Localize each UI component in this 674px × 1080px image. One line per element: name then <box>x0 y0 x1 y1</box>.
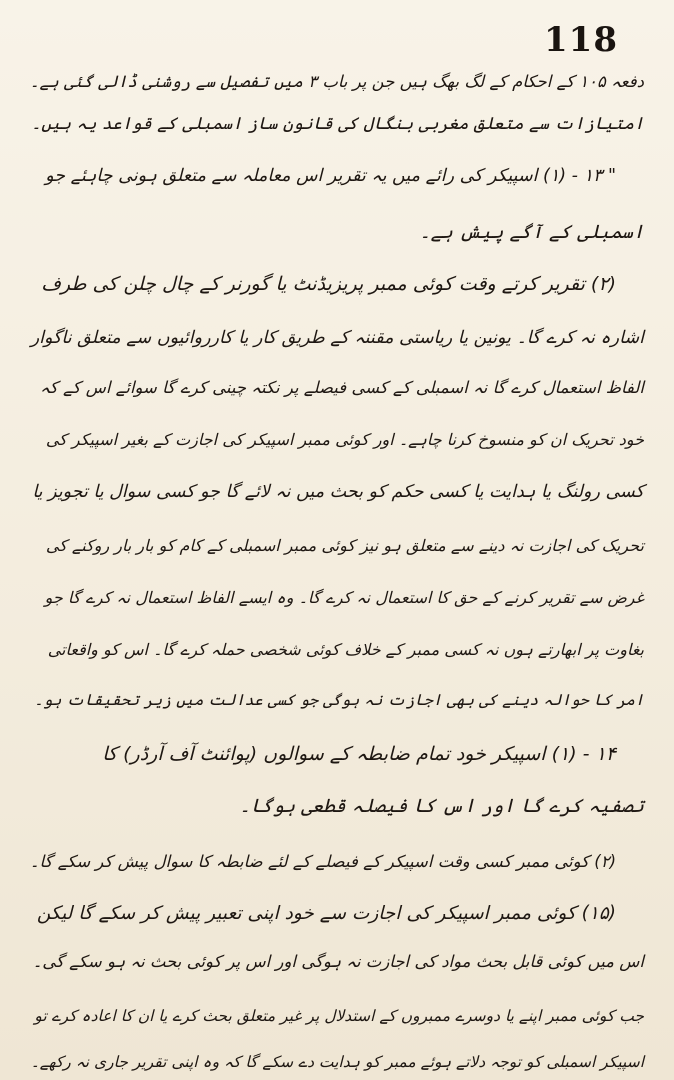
page-number: 118 <box>544 20 618 60</box>
text-line: اسمبلی کے آگے پیش ہے۔ <box>419 221 644 243</box>
text-line: جب کوئی ممبر اپنے یا دوسرے ممبروں کے استدلال پر غیر متعلق بحث کرے یا ان کا اعادہ کرے تو <box>34 1007 644 1025</box>
text-line: بغاوت پر ابھارتے ہوں نہ کسی ممبر کے خلاف کوئی شخصی حملہ کرے گا۔ اس کو واقعاتی <box>47 640 644 659</box>
text-line: امر کا حوالہ دینے کی بھی اجازت نہ ہوگی جو کسی عدالت میں زیر تحقیقات ہو۔ <box>34 691 644 709</box>
text-line: (۱۵) کوئی ممبر اسپیکر کی اجازت سے خود اپنی تعبیر پیش کر سکے گا لیکن <box>36 903 616 924</box>
text-line: (۲) کوئی ممبر کسی وقت اسپیکر کے فیصلے کے لئے ضابطہ کا سوال پیش کر سکے گا۔ <box>29 852 616 871</box>
text-line: " ۱۳ - (۱) اسپیکر کی رائے میں یہ تقریر اس معاملہ سے متعلق ہونی چاہئے جو <box>45 166 616 186</box>
text-line: اشارہ نہ کرے گا۔ یونین یا ریاستی مقننہ کے طریق کار یا کارروائیوں سے متعلق ناگوار <box>30 328 644 348</box>
text-line: کسی رولنگ یا ہدایت یا کسی حکم کو بحث میں نہ لائے گا جو کسی سوال یا تجویز یا <box>32 482 644 502</box>
text-line: تحریک کی اجازت نہ دینے سے متعلق ہو نیز کوئی ممبر اسمبلی کے کام کو بار بار روکنے کی <box>45 536 644 555</box>
text-line: تصفیہ کرے گا اور اس کا فیصلہ قطعی ہوگا۔ <box>239 795 644 817</box>
text-line: (۲) تقریر کرتے وقت کوئی ممبر پریزیڈنٹ یا گورنر کے چال چلن کی طرف <box>41 273 616 295</box>
text-line: ۱۴ - (۱) اسپیکر خود تمام ضابطہ کے سوالوں (پوائنٹ آف آرڈر) کا <box>102 743 616 765</box>
text-line: دفعہ ۱۰۵ کے احکام کے لگ بھگ ہیں جن پر باب ۳ میں تفصیل سے روشنی ڈالی گئی ہے۔ <box>29 72 644 91</box>
text-line: اس میں کوئی قابل بحث مواد کی اجازت نہ ہوگی اور اس پر کوئی بحث نہ ہو سکے گی۔ <box>32 952 644 971</box>
text-line: الفاظ استعمال کرے گا نہ اسمبلی کے کسی فیصلے پر نکتہ چینی کرے گا سوائے اس کے کہ <box>40 378 644 397</box>
text-line: امتیازات سے متعلق مغربی بنگال کی قانون ساز اسمبلی کے قواعد یہ ہیں۔ <box>31 114 644 134</box>
text-line: غرض سے تقریر کرنے کے حق کا استعمال نہ کرے گا۔ وہ ایسے الفاظ استعمال نہ کرے گا جو <box>44 588 644 607</box>
text-line: خود تحریک ان کو منسوخ کرنا چاہے۔ اور کوئی ممبر اسپیکر کی اجازت کے بغیر اسپیکر کی <box>45 430 644 449</box>
text-line: اسپیکر اسمبلی کو توجہ دلاتے ہوئے ممبر کو ہدایت دے سکے گا کہ وہ اپنی تقریر جاری نہ رکھے۔ <box>30 1053 644 1071</box>
